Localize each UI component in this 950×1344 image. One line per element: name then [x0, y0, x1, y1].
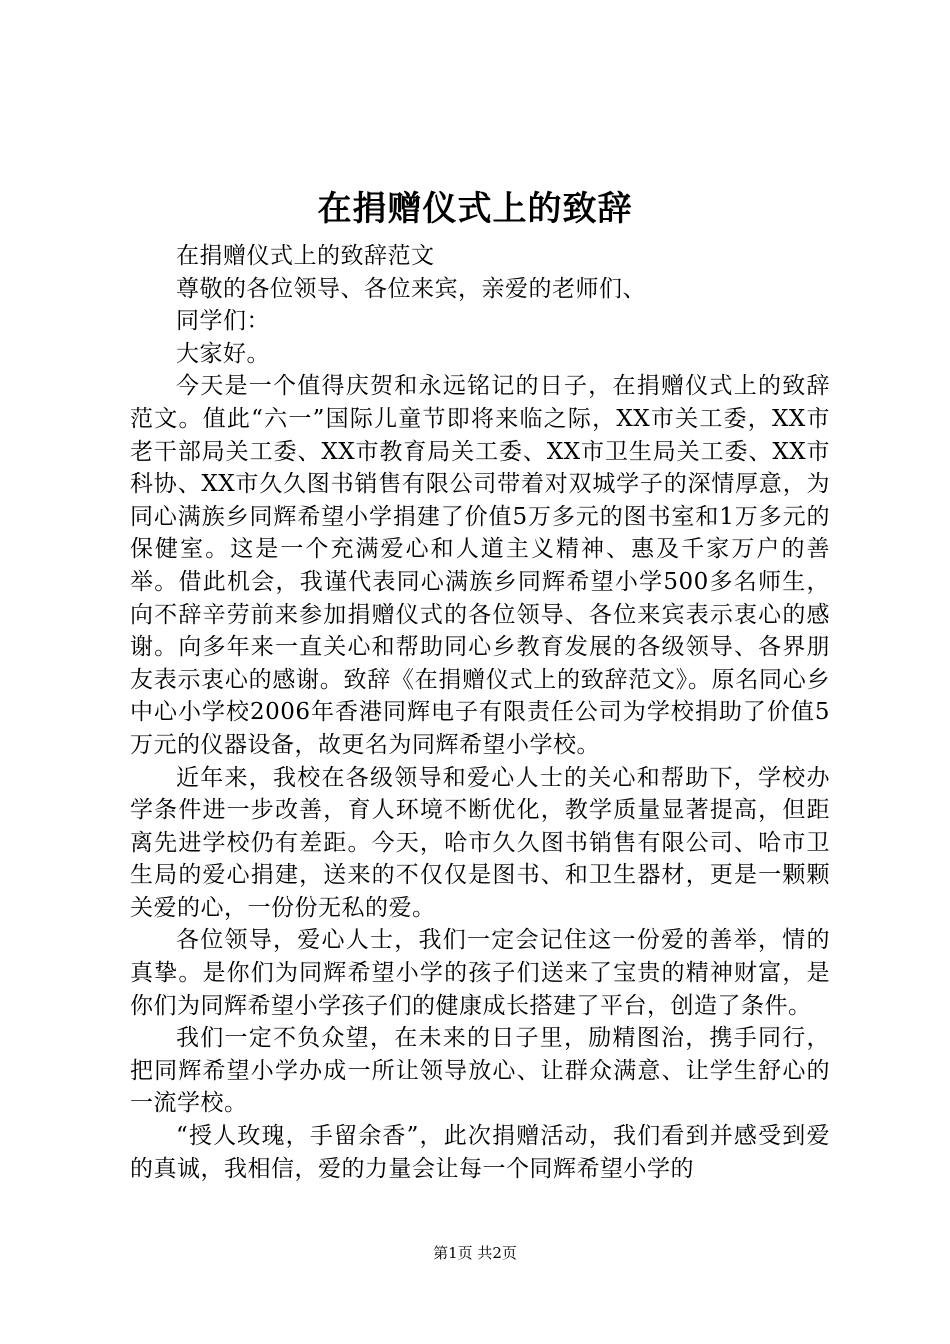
body-paragraph: 今天是一个值得庆贺和永远铭记的日子，在捐赠仪式上的致辞范文。值此“六一”国际儿童节即将来临之际，XX市关工委，XX市老干部局关工委、XX市教育局关工委、XX市卫生局关工委、XX市科协、XX市久久图书销售有限公司带着对双城学子的深情厚意，为同心满族乡同辉希望小学捐建了价值5万多元的图书室和1万多元的保健室。这是一个充满爱心和人道主义精神、惠及千家万户的善举。借此机会，我谨代表同心满族乡同辉希望小学500多名师生，向不辞辛劳前来参加捐赠仪式的各位领导、各位来宾表示衷心的感谢。向多年来一直关心和帮助同心乡教育发展的各级领导、各界朋友表示衷心的感谢。致辞《在捐赠仪式上的致辞范文》。原名同心乡中心小学校2006年香港同辉电子有限责任公司为学校捐助了价值5万元的仪器设备，故更名为同辉希望小学校。: [130, 373, 830, 758]
document-title: 在捐赠仪式上的致辞: [317, 189, 633, 229]
salutation-paragraph: 尊敬的各位领导、各位来宾，亲爱的老师们、: [176, 275, 646, 302]
page-number-footer: 第1页 共2页: [433, 1244, 517, 1262]
greeting-paragraph: 大家好。: [176, 340, 270, 367]
subtitle-paragraph: 在捐赠仪式上的致辞范文: [176, 243, 435, 269]
body-paragraph: 各位领导，爱心人士，我们一定会记住这一份爱的善举，情的真挚。是你们为同辉希望小学的孩子们送来了宝贵的精神财富，是你们为同辉希望小学孩子们的健康成长搭建了平台，创造了条件。: [130, 927, 830, 1019]
document-body: [130, 240, 830, 1185]
body-paragraph: 我们一定不负众望，在未来的日子里，励精图治，携手同行，把同辉希望小学办成一所让领导放心、让群众满意、让学生舒心的一流学校。: [130, 1025, 830, 1117]
body-paragraph: “授人玫瑰，手留余香”，此次捐赠活动，我们看到并感受到爱的真诚，我相信，爱的力量会让每一个同辉希望小学的: [130, 1123, 830, 1182]
salutation-continued-paragraph: 同学们：: [176, 308, 270, 335]
body-paragraph: 近年来，我校在各级领导和爱心人士的关心和帮助下，学校办学条件进一步改善，育人环境不断优化，教学质量显著提高，但距离先进学校仍有差距。今天，哈市久久图书销售有限公司、哈市卫生局的爱心捐建，送来的不仅仅是图书、和卫生器材，更是一颗颗关爱的心，一份份无私的爱。: [130, 764, 830, 921]
